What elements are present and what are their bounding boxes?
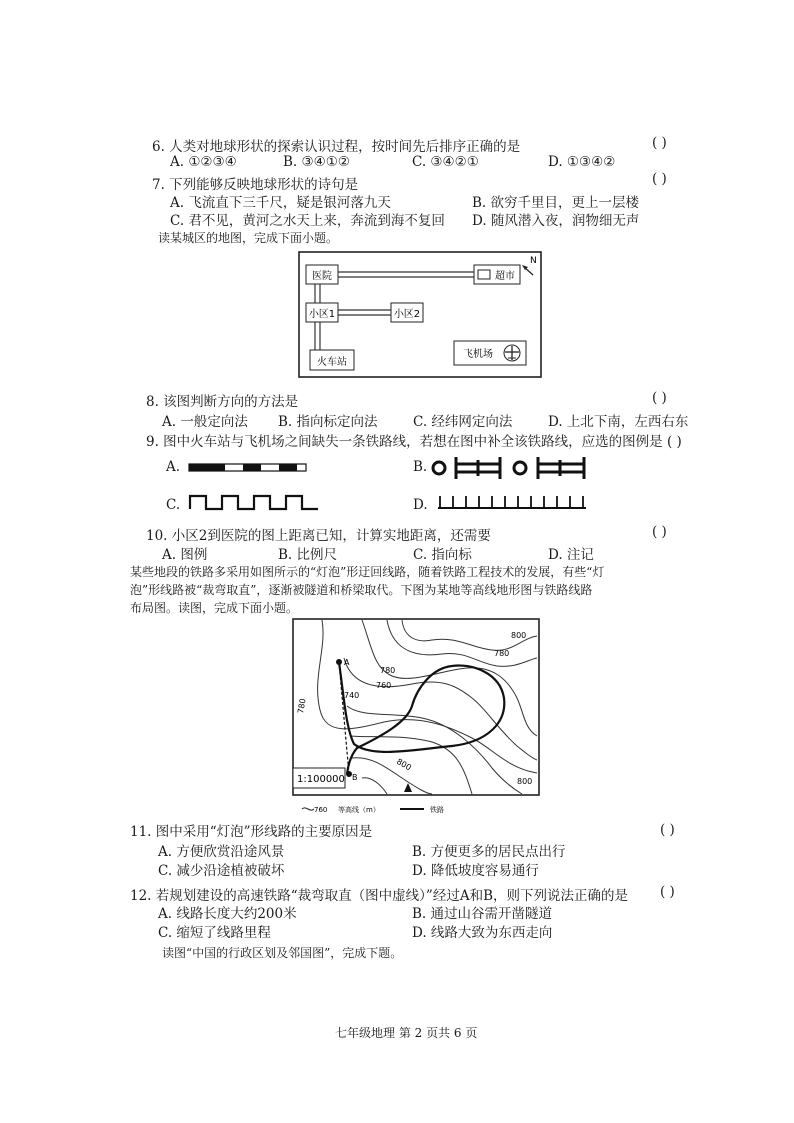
point-b-label: B (352, 773, 358, 782)
contour-label-780-mid: 780 (380, 666, 396, 675)
q12-stem: 12. 若规划建设的高速铁路“裁弯取直（图中虚线）”经过A和B，则下列说法正确的是 (130, 888, 628, 904)
q9-legend-d-label: D. (413, 497, 428, 513)
q8-option-b: B. 指向标定向法 (278, 414, 378, 430)
legend-contour-label: 等高线（m） (338, 806, 380, 814)
intro-rail-line-3: 布局图。读图，完成下面小题。 (130, 601, 299, 615)
page-footer: 七年级地理 第 2 页共 6 页 (335, 1026, 478, 1040)
q9-legend-c-label: C. (166, 497, 181, 513)
point-a-label: A (344, 658, 350, 667)
q11-answer-paren: ( ) (660, 822, 675, 838)
q8-option-c: C. 经纬网定向法 (413, 414, 513, 430)
q7-stem: 7. 下列能够反映地球形状的诗句是 (152, 177, 359, 193)
contour-label-800-top: 800 (511, 631, 527, 640)
q10-option-a: A. 图例 (162, 547, 208, 563)
contour-map-scale: 1:100000 (297, 774, 345, 785)
city-map (298, 251, 542, 378)
hospital-label: 医院 (312, 271, 332, 282)
supermarket-symbol (478, 270, 490, 279)
q10-option-c: C. 指向标 (413, 547, 472, 563)
q6-option-a: A. ①②③④ (170, 154, 237, 170)
legend-contour-value: 760 (314, 806, 328, 814)
q12-option-b: B. 通过山谷需开凿隧道 (412, 906, 553, 922)
q9-legend-d-symbol (436, 492, 591, 512)
svg-text:N: N (530, 256, 537, 266)
q11-option-d: D. 降低坡度容易通行 (412, 863, 539, 879)
q7-option-d: D. 随风潜入夜，润物细无声 (472, 213, 640, 229)
q9-legend-a-railway-symbol (188, 462, 308, 474)
community2-label: 小区2 (393, 309, 421, 320)
point-a-marker (336, 659, 342, 665)
q8-option-d: D. 上北下南，左西右东 (548, 414, 689, 430)
contour-label-740: 740 (344, 691, 360, 700)
q10-option-b: B. 比例尺 (278, 547, 338, 563)
community1-label: 小区1 (308, 309, 336, 320)
intro-china-map: 读图“中国的行政区划及邻国图”，完成下题。 (162, 946, 403, 960)
intro-rail-line-2: 泡”形线路被“裁弯取直”，逐渐被隧道和桥梁取代。下图为某地等高线地形图与铁路线路 (130, 583, 593, 597)
q10-answer-paren: ( ) (652, 524, 667, 540)
q6-option-c: C. ③④②① (412, 154, 479, 170)
q9-stem: 9. 图中火车站与飞机场之间缺失一条铁路线，若想在图中补全该铁路线，应选的图例是 ( ) (146, 434, 682, 450)
q9-legend-b-label: B. (413, 459, 428, 475)
supermarket-label: 超市 (495, 271, 515, 282)
q9-legend-c-symbol (188, 492, 323, 512)
contour-map (292, 618, 540, 796)
station-label: 火车站 (317, 357, 347, 368)
q10-stem: 10. 小区2到医院的图上距离已知，计算实地距离，还需要 (146, 528, 491, 544)
contour-map-legend (300, 801, 460, 815)
q11-option-c: C. 减少沿途植被破坏 (158, 863, 285, 879)
q6-option-b: B. ③④①② (283, 154, 350, 170)
q9-legend-b-symbol (430, 455, 590, 481)
contour-label-780-left: 780 (296, 697, 308, 715)
q7-answer-paren: ( ) (652, 171, 667, 187)
q7-option-c: C. 君不见，黄河之水天上来，奔流到海不复回 (170, 213, 445, 229)
q7-option-a: A. 飞流直下三千尺，疑是银河落九天 (170, 195, 391, 211)
airport-label: 飞机场 (463, 349, 493, 360)
q12-option-a: A. 线路长度大约200米 (158, 906, 297, 922)
contour-label-760: 760 (376, 681, 392, 690)
q6-option-d: D. ①③④② (548, 154, 616, 170)
q10-option-d: D. 注记 (548, 547, 594, 563)
q6-stem: 6. 人类对地球形状的探索认识过程，按时间先后排序正确的是 (152, 139, 521, 155)
contour-label-780-top: 780 (494, 649, 510, 658)
q12-option-c: C. 缩短了线路里程 (158, 925, 271, 941)
q11-option-b: B. 方便更多的居民点出行 (412, 844, 566, 860)
q7-option-b: B. 欲穷千里目，更上一层楼 (472, 195, 640, 211)
q6-answer-paren: ( ) (652, 135, 667, 151)
intro-city-map: 读某城区的地图，完成下面小题。 (158, 231, 339, 245)
q11-option-a: A. 方便欣赏沿途风景 (158, 844, 285, 860)
q12-option-d: D. 线路大致为东西走向 (412, 925, 553, 941)
legend-rail-label: 铁路 (430, 806, 444, 814)
contour-label-800-right: 800 (517, 777, 533, 786)
q9-legend-a-label: A. (166, 459, 181, 475)
q12-answer-paren: ( ) (660, 884, 675, 900)
q8-answer-paren: ( ) (652, 390, 667, 406)
contour-label-800-mid: 800 (395, 756, 413, 773)
q11-stem: 11. 图中采用“灯泡”形线路的主要原因是 (130, 824, 373, 840)
q8-option-a: A. 一般定向法 (162, 414, 248, 430)
intro-rail-line-1: 某些地段的铁路多采用如图所示的“灯泡”形迂回线路，随着铁路工程技术的发展，有些“灯 (130, 565, 605, 579)
q8-stem: 8. 该图判断方向的方法是 (146, 394, 299, 410)
